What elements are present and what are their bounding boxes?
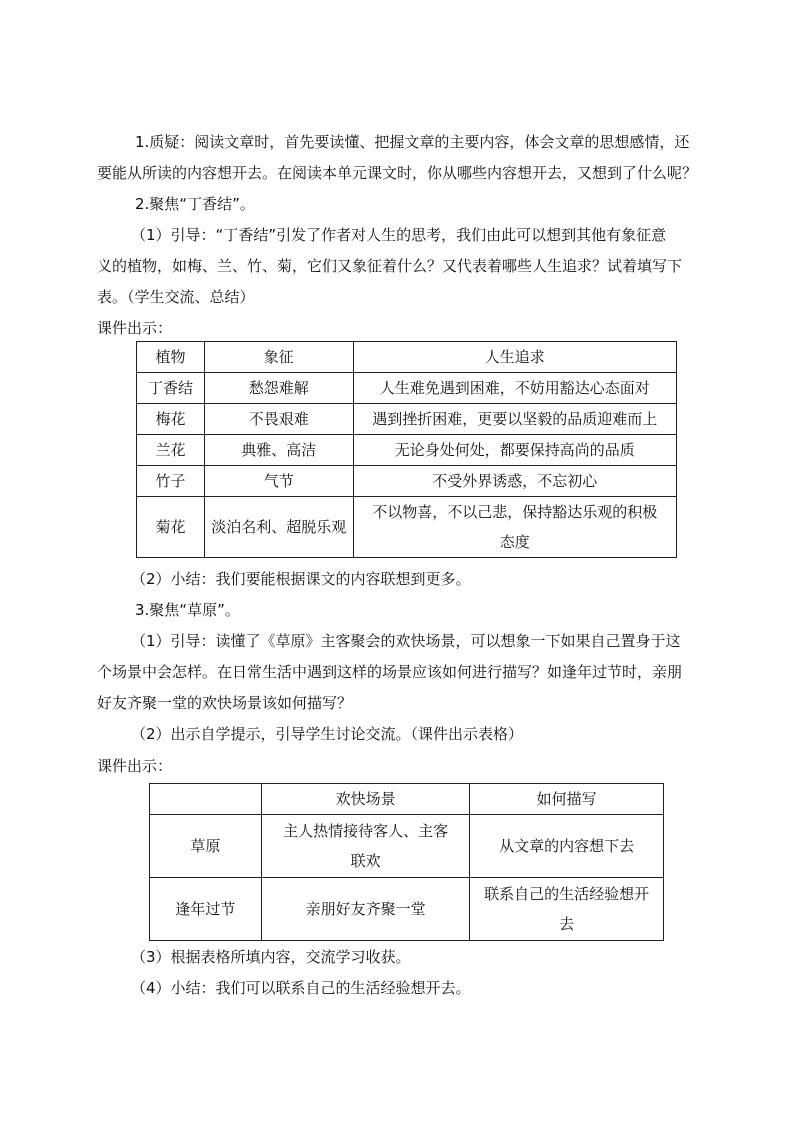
table-row	[150, 815, 664, 878]
paragraph-guide2-line2: 个场景中会怎样。在日常生活中遇到这样的场景应该如何进行描写？如逢年过节时，亲朋	[97, 663, 683, 681]
header-cell	[150, 784, 262, 815]
table-cell: 从文章的内容想下去	[470, 815, 664, 878]
header-cell: 植物	[137, 342, 205, 373]
paragraph-summary-1: （2）小结：我们要能根据课文的内容联想到更多。	[131, 570, 471, 588]
paragraph-guide2-line3: 好友齐聚一堂的欢快场景该如何描写？	[97, 694, 353, 712]
paragraph-guide2-line1: （1）引导：读懂了《草原》主客聚会的欢快场景，可以想象一下如果自己置身于这	[131, 632, 681, 650]
scene-description-table	[149, 783, 664, 941]
table-header-row	[150, 784, 664, 815]
table-row	[137, 466, 677, 497]
table-cell: 丁香结	[137, 373, 205, 404]
table-row	[137, 497, 677, 558]
table-cell: 梅花	[137, 404, 205, 435]
paragraph-guide-line1: （1）引导：“丁香结”引发了作者对人生的思考，我们由此可以想到其他有象征意	[131, 226, 667, 244]
header-cell: 欢快场景	[261, 784, 470, 815]
table-cell: 联系自己的生活经验想开去	[470, 878, 664, 941]
table-row	[150, 878, 664, 941]
paragraph-guide-line3: 表。（学生交流、总结）	[97, 288, 255, 306]
table-cell: 亲朋好友齐聚一堂	[261, 878, 470, 941]
table-row	[137, 435, 677, 466]
header-cell: 人生追求	[353, 342, 676, 373]
table-cell: 人生难免遇到困难，不妨用豁达心态面对	[353, 373, 676, 404]
paragraph-guide-line2: 义的植物，如梅、兰、竹、菊，它们又象征着什么？又代表着哪些人生追求？试着填写下	[97, 257, 683, 275]
table-cell: 不受外界诱惑，不忘初心	[353, 466, 676, 497]
heading-focus-grassland: 3.聚焦“草原”。	[135, 601, 240, 619]
table-cell: 草原	[150, 815, 262, 878]
paragraph-question-line1: 1.质疑：阅读文章时，首先要读懂、把握文章的主要内容，体会文章的思想感情，还	[135, 133, 690, 151]
courseware-label-1: 课件出示：	[97, 319, 173, 337]
plant-symbol-table	[136, 341, 677, 558]
header-cell: 象征	[204, 342, 353, 373]
table-cell: 兰花	[137, 435, 205, 466]
table-cell: 不以物喜，不以己悲，保持豁达乐观的积极态度	[353, 497, 676, 558]
table-cell: 无论身处何处，都要保持高尚的品质	[353, 435, 676, 466]
table-row	[137, 373, 677, 404]
paragraph-question-line2: 要能从所读的内容想开去。在阅读本单元课文时，你从哪些内容想开去，又想到了什么呢？	[97, 164, 698, 182]
table-cell: 典雅、高洁	[204, 435, 353, 466]
table-cell: 愁怨难解	[204, 373, 353, 404]
table-cell: 气节	[204, 466, 353, 497]
table-cell: 主人热情接待客人、主客联欢	[261, 815, 470, 878]
table-cell: 遇到挫折困难，更要以坚毅的品质迎难而上	[353, 404, 676, 435]
table-cell: 竹子	[137, 466, 205, 497]
heading-focus-dingxiangjie: 2.聚焦“丁香结”。	[135, 195, 255, 213]
header-cell: 如何描写	[470, 784, 664, 815]
table-header-row	[137, 342, 677, 373]
paragraph-summary-2: （4）小结：我们可以联系自己的生活经验想开去。	[131, 979, 471, 997]
paragraph-self-study: （2）出示自学提示，引导学生讨论交流。（课件出示表格）	[131, 725, 524, 743]
table-cell: 不畏艰难	[204, 404, 353, 435]
courseware-label-2: 课件出示：	[97, 757, 173, 775]
paragraph-exchange: （3）根据表格所填内容，交流学习收获。	[131, 948, 411, 966]
table-cell: 逢年过节	[150, 878, 262, 941]
table-cell: 菊花	[137, 497, 205, 558]
table-row	[137, 404, 677, 435]
table-cell: 淡泊名利、超脱乐观	[204, 497, 353, 558]
